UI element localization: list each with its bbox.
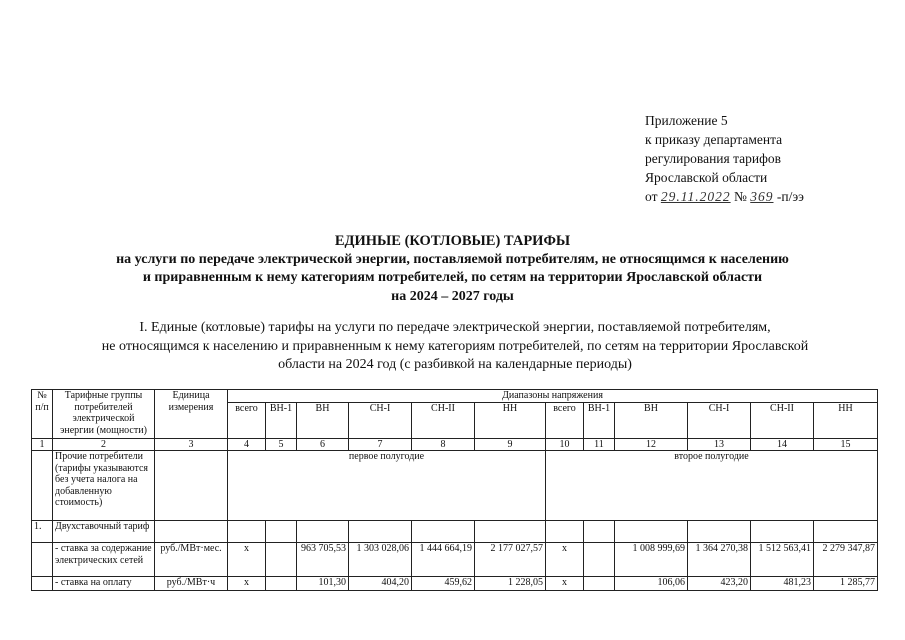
title-line-1: ЕДИНЫЕ (КОТЛОВЫЕ) ТАРИФЫ xyxy=(334,233,571,249)
row-value: 2 177 027,57 xyxy=(475,543,546,577)
other-consumers-row xyxy=(32,451,878,521)
from-prefix: от xyxy=(645,189,658,204)
document-title xyxy=(0,232,905,306)
col-number: 9 xyxy=(475,438,546,451)
section-heading xyxy=(40,319,870,375)
row-value: 423,20 xyxy=(688,577,751,591)
title-line-2: на услуги по передаче электрической энергии, поставляемой потребителям, не относящимся к населению xyxy=(116,251,789,267)
row-value: 1 228,05 xyxy=(475,577,546,591)
col-number: 4 xyxy=(228,438,266,451)
title-line-4: на 2024 – 2027 годы xyxy=(391,288,514,304)
row-value xyxy=(412,521,475,543)
row-value: 1 512 563,41 xyxy=(751,543,814,577)
col-number: 3 xyxy=(155,438,228,451)
col-number: 13 xyxy=(688,438,751,451)
col-number: 2 xyxy=(53,438,155,451)
row-value xyxy=(266,543,297,577)
row-num xyxy=(32,543,53,577)
second-half-label: второе полугодие xyxy=(546,451,878,521)
empty-cell xyxy=(32,451,53,521)
row-value: 963 705,53 xyxy=(297,543,349,577)
header-col: СН-I xyxy=(688,402,751,438)
col-number: 15 xyxy=(814,438,878,451)
row-num xyxy=(32,577,53,591)
table-row xyxy=(32,521,878,543)
order-suffix: -п/ээ xyxy=(776,189,804,204)
col-number: 6 xyxy=(297,438,349,451)
empty-cell xyxy=(155,451,228,521)
row-value: 1 364 270,38 xyxy=(688,543,751,577)
row-num: 1. xyxy=(32,521,53,543)
row-value xyxy=(266,577,297,591)
header-row-1 xyxy=(32,390,878,403)
section-line-3: области на 2024 год (с разбивкой на календарные периоды) xyxy=(278,357,632,372)
order-reference xyxy=(645,187,804,206)
order-date: 29.11.2022 xyxy=(660,189,731,204)
other-consumers-label: Прочие потребители (тарифы указываются без учета налога на добавленную стоимость) xyxy=(53,451,155,521)
row-value xyxy=(266,521,297,543)
header-num: № п/п xyxy=(32,390,53,439)
row-value: 404,20 xyxy=(349,577,412,591)
table-row xyxy=(32,577,878,591)
row-value xyxy=(584,521,615,543)
row-value xyxy=(228,521,266,543)
row-value xyxy=(688,521,751,543)
header-col: СН-I xyxy=(349,402,412,438)
section-line-2: не относящимся к населению и приравненным к нему категориям потребителей, по сетям на территории Ярославской xyxy=(101,338,809,354)
header-col: НН xyxy=(814,402,878,438)
table-row xyxy=(32,543,878,577)
row-value xyxy=(546,521,584,543)
row-value: 2 279 347,87 xyxy=(814,543,878,577)
header-groups: Тарифные группы потребителей электрической энергии (мощности) xyxy=(53,390,155,439)
col-number: 11 xyxy=(584,438,615,451)
row-name: Двухставочный тариф xyxy=(53,521,155,543)
col-number: 1 xyxy=(32,438,53,451)
appendix-block xyxy=(645,111,804,206)
header-col: ВН-1 xyxy=(584,402,615,438)
appendix-line-2: к приказу департамента xyxy=(645,132,783,147)
row-value: 481,23 xyxy=(751,577,814,591)
row-unit: руб./МВт·ч xyxy=(155,577,228,591)
row-value xyxy=(615,521,688,543)
column-number-row xyxy=(32,438,878,451)
header-col: СН-II xyxy=(412,402,475,438)
row-value: 459,62 xyxy=(412,577,475,591)
col-number: 7 xyxy=(349,438,412,451)
header-col: СН-II xyxy=(751,402,814,438)
row-value xyxy=(475,521,546,543)
row-value: x xyxy=(228,543,266,577)
header-ranges: Диапазоны напряжения xyxy=(228,390,878,403)
row-value: 106,06 xyxy=(615,577,688,591)
col-number: 14 xyxy=(751,438,814,451)
number-sign: № xyxy=(733,189,747,204)
row-value: x xyxy=(228,577,266,591)
row-name: - ставка за содержание электрических сетей xyxy=(53,543,155,577)
row-value: 1 008 999,69 xyxy=(615,543,688,577)
appendix-line-1: Приложение 5 xyxy=(645,113,728,128)
header-unit: Единица измерения xyxy=(155,390,228,439)
row-unit xyxy=(155,521,228,543)
row-value: x xyxy=(546,577,584,591)
first-half-label: первое полугодие xyxy=(228,451,546,521)
row-value xyxy=(814,521,878,543)
row-value: 1 285,77 xyxy=(814,577,878,591)
col-number: 5 xyxy=(266,438,297,451)
order-number: 369 xyxy=(750,189,774,204)
header-col: НН xyxy=(475,402,546,438)
row-value: 101,30 xyxy=(297,577,349,591)
appendix-line-3: регулирования тарифов xyxy=(645,151,782,166)
header-col: ВН xyxy=(297,402,349,438)
row-value: 1 303 028,06 xyxy=(349,543,412,577)
row-name: - ставка на оплату xyxy=(53,577,155,591)
tariff-table xyxy=(31,389,878,591)
row-value xyxy=(751,521,814,543)
row-value xyxy=(584,543,615,577)
appendix-line-4: Ярославской области xyxy=(645,170,768,185)
header-col: ВН-1 xyxy=(266,402,297,438)
col-number: 12 xyxy=(615,438,688,451)
col-number: 10 xyxy=(546,438,584,451)
col-number: 8 xyxy=(412,438,475,451)
row-value xyxy=(584,577,615,591)
row-unit: руб./МВт·мес. xyxy=(155,543,228,577)
row-value: 1 444 664,19 xyxy=(412,543,475,577)
section-line-1: I. Единые (котловые) тарифы на услуги по передаче электрической энергии, поставляемой потребителям, xyxy=(139,320,771,335)
title-line-3: и приравненным к нему категориям потребителей, по сетям на территории Ярославской области xyxy=(142,270,763,285)
header-col: всего xyxy=(546,402,584,438)
row-value xyxy=(297,521,349,543)
header-col: всего xyxy=(228,402,266,438)
row-value xyxy=(349,521,412,543)
row-value: x xyxy=(546,543,584,577)
header-col: ВН xyxy=(615,402,688,438)
